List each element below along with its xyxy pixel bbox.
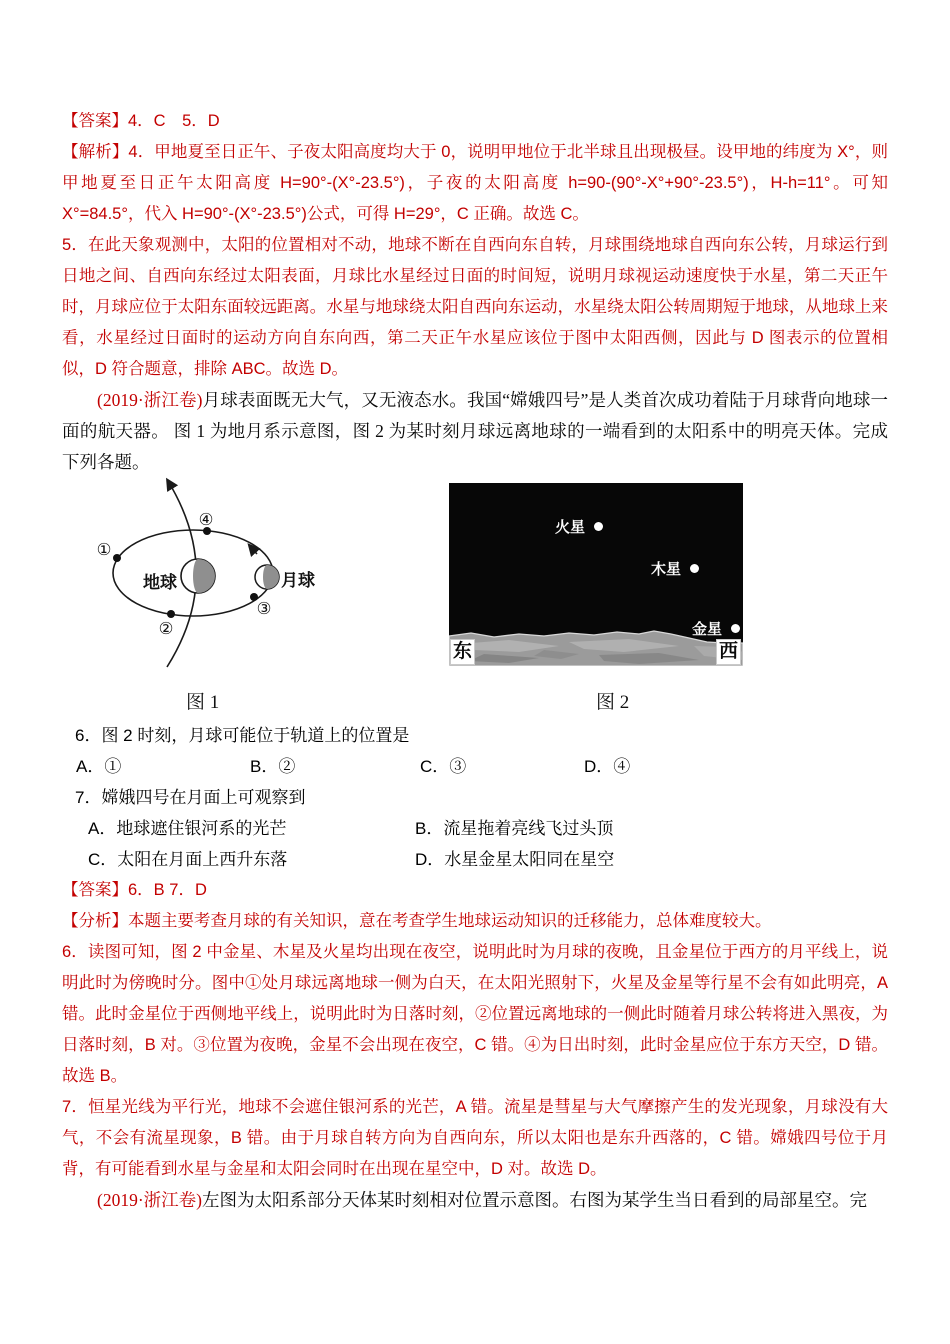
exam-source-tag-2: (2019·浙江卷) bbox=[97, 1190, 202, 1210]
passage-text: 月球表面既无大气，又无液态水。我国“嫦娥四号”是人类首次成功着陆于月球背向地球一面的航天器。 图 1 为地月系示意图，图 2 为某时刻月球远离地球的一端看到的太阳系中的明亮天体。完成下列各题。 bbox=[62, 390, 888, 472]
question-6-stem: 6．图 2 时刻，月球可能位于轨道上的位置是 bbox=[75, 726, 410, 745]
jupiter-dot-icon bbox=[690, 564, 699, 573]
position-dot-2 bbox=[167, 610, 175, 618]
figures-row bbox=[62, 478, 888, 720]
explanation-q7: 7．恒星光线为平行光，地球不会遮住银河系的光芒，A 错。流星是彗星与大气摩擦产生的发光现象，月球没有大气，不会有流星现象，B 错。由于月球自转方向为自西向东，所以太阳也是东升西落的，C 错。嫦娥四号位于月背，有可能看到水星与金星和太阳会同时在出现在星空中，D 对。故选 D。 bbox=[62, 1098, 888, 1178]
option-6-b: B．② bbox=[250, 757, 296, 776]
west-label: 西 bbox=[716, 639, 741, 665]
position-label-4: ④ bbox=[198, 510, 214, 529]
mars-marker bbox=[555, 516, 603, 537]
option-7-a: A．地球遮住银河系的光芒 bbox=[88, 819, 287, 838]
mars-dot-icon bbox=[594, 522, 603, 531]
question-6-options bbox=[62, 751, 888, 782]
earth-night-side bbox=[193, 559, 215, 593]
option-6-a: A．① bbox=[76, 757, 122, 776]
passage-text-2: 左图为太阳系部分天体某时刻相对位置示意图。右图为某学生当日看到的局部星空。完 bbox=[201, 1190, 867, 1210]
jupiter-marker bbox=[651, 558, 699, 579]
answer-line-q6-q7: 【答案】6．B 7．D bbox=[62, 881, 207, 899]
question-7-stem: 7．嫦娥四号在月面上可观察到 bbox=[75, 788, 306, 807]
position-label-3: ③ bbox=[256, 599, 272, 618]
caption-figure-2: 图 2 bbox=[596, 692, 630, 713]
jupiter-label: 木星 bbox=[651, 562, 682, 578]
position-dot-1 bbox=[113, 554, 121, 562]
question-7-options-cd bbox=[62, 844, 888, 875]
option-7-c: C．太阳在月面上西升东落 bbox=[88, 850, 288, 869]
position-label-1: ① bbox=[96, 540, 112, 559]
option-7-d: D．水星金星太阳同在星空 bbox=[415, 850, 615, 869]
analysis-q4: 【解析】4．甲地夏至日正午、子夜太阳高度均大于 0，说明甲地位于北半球且出现极昼。设甲地的纬度为 X°，则甲地夏至日正午太阳高度 H=90°-(X°-23.5°)，子夜的太阳高度 h=90-(90°-X°+90°-23.5°)，H-h=11°。可知 X°=84.5°，代入 H=90°-(X°-23.5°)公式，可得 H=29°，C 正确。故选 C。 bbox=[62, 143, 888, 223]
position-label-2: ② bbox=[158, 619, 174, 638]
figure2-moon-sky-photo bbox=[449, 483, 743, 666]
caption-figure-1: 图 1 bbox=[186, 692, 220, 713]
exam-source-tag: (2019·浙江卷) bbox=[97, 390, 203, 410]
analysis-note: 【分析】本题主要考查月球的有关知识，意在考查学生地球运动知识的迁移能力，总体难度较大。 bbox=[62, 912, 772, 930]
content-area bbox=[62, 106, 888, 1216]
mars-label: 火星 bbox=[555, 520, 586, 536]
option-6-d: D．④ bbox=[584, 757, 631, 776]
answer-line-q4-q5: 【答案】4．C 5．D bbox=[62, 112, 220, 130]
question-7-options-ab bbox=[62, 813, 888, 844]
option-6-c: C．③ bbox=[420, 757, 467, 776]
figure1-earth-moon-diagram bbox=[86, 476, 344, 676]
passage-2019-zhejiang-2 bbox=[62, 1185, 888, 1216]
passage-2019-zhejiang-1 bbox=[62, 385, 888, 478]
moon-surface-terrain bbox=[449, 630, 743, 666]
venus-label: 金星 bbox=[691, 622, 722, 638]
option-7-b: B．流星拖着亮线飞过头顶 bbox=[415, 819, 614, 838]
explanation-q6: 6．读图可知，图 2 中金星、木星及火星均出现在夜空，说明此时为月球的夜晚，且金星位于西方的月平线上，说明此时为傍晚时分。图中①处月球远离地球一侧为白天，在太阳光照射下，火星及金星等行星不会有如此明亮，A 错。此时金星位于西侧地平线上，说明此时为日落时刻，②位置远离地球的一侧此时随着月球公转将进入黑夜，为日落时刻，B 对。③位置为夜晚，金星不会出现在夜空，C 错。④为日出时刻，此时金星应位于东方天空，D 错。故选 B。 bbox=[62, 943, 888, 1085]
analysis-q5: 5．在此天象观测中，太阳的位置相对不动，地球不断在自西向东自转，月球围绕地球自西向东公转，月球运行到日地之间、自西向东经过太阳表面，月球比水星经过日面的时间短，说明月球视运动速度快于水星，第二天正午时，月球应位于太阳东面较远距离。水星与地球绕太阳自西向东运动，水星绕太阳公转周期短于地球，从地球上来看，水星经过日面时的运动方向自东向西，第二天正午水星应该位于图中太阳西侧，因此与 D 图表示的位置相似，D 符合题意，排除 ABC。故选 D。 bbox=[62, 236, 888, 378]
moon-label: 月球 bbox=[281, 571, 315, 590]
moon-night-side bbox=[263, 565, 279, 589]
east-label: 东 bbox=[450, 639, 475, 665]
earth-label: 地球 bbox=[143, 573, 177, 592]
